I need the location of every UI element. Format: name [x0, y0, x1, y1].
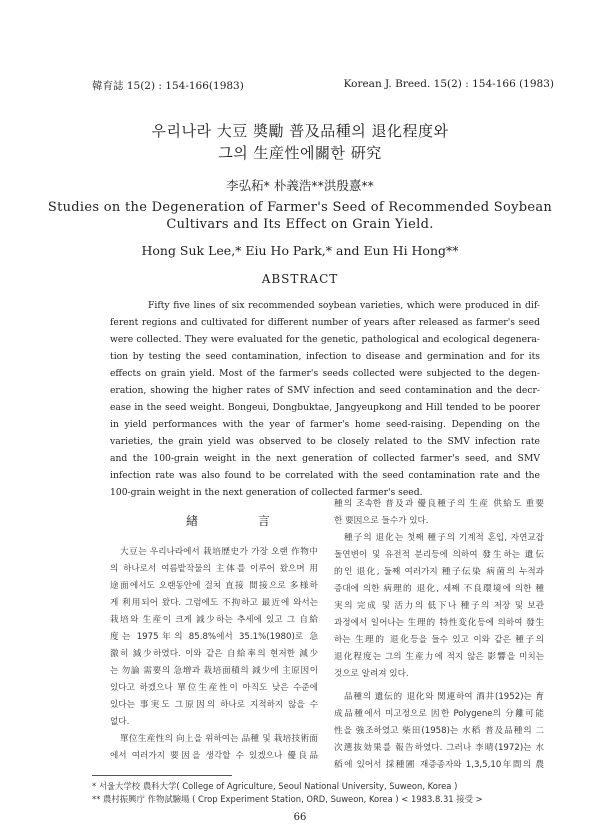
- abstract-line: Fifty five lines of six recommended soybean varieties, which were produced in dif-: [148, 300, 540, 311]
- left-column-line: 는 勿論 需要의 急増과 栽培面積의 減少에 主原因이: [110, 666, 318, 676]
- right-column-line: 退化程度는 그의 生産力에 적지 않은 影響을 미치는: [334, 652, 544, 662]
- left-column-line: 度는 1975年의 85.8%에서 35.1%(1980)로 急: [110, 632, 318, 642]
- abstract-line: and the 100-grain weight in the next generation of collected farmer's seed, and SMV: [110, 453, 540, 464]
- right-column-line: 実의 完成 및 活力의 低下나 種子의 저장 및 보관: [334, 601, 544, 611]
- authors-korean: 李弘䄷* 朴義浩**洪殷憙**: [226, 178, 374, 193]
- abstract-line: ferent regions and cultivated for different number of years after released as farmer's seed: [110, 317, 540, 328]
- footnote-affiliation-1: * 서울大学校 農科大学( College of Agriculture, Seoul National University, Suweon, Korea ): [92, 781, 458, 791]
- left-column-line: 途面에서도 오랜동안에 걸쳐 直接 間接으로 多様하: [110, 581, 318, 591]
- footnote-rule: [92, 775, 232, 776]
- left-column-line: 있다고 하겠으나 單位生産性이 아직도 낮은 수준에: [110, 683, 318, 693]
- abstract-line: tion by testing the seed contamination, infection to disease and germination and for its: [110, 351, 540, 362]
- title-korean-line-1: 우리나라 大豆 奬勵 普及品種의 退化程度와: [151, 122, 449, 140]
- abstract-line: 100-grain weight in the next generation of collected farmer's seed.: [110, 487, 423, 498]
- right-column-line: 과정에서 일어나는 生理的 特性変化등에 의하여 發生: [334, 618, 544, 628]
- right-column-line: 증대에 의한 病理的 退化, 세째 不良環境에 의한 種: [334, 584, 544, 594]
- left-column-line: 게 利用되어 왔다. 그럼에도 不拘하고 最近에 와서는: [110, 598, 318, 608]
- abstract-line: in yield performances with the year of farmer's home seed-raising. Depending on the: [110, 419, 540, 430]
- left-column-line: 栽培와 生産이 크게 減少하는 추세에 있고 그 自給: [110, 615, 318, 625]
- abstract-line: eration, showing the higher rates of SMV infection and seed contamination and the decr-: [110, 385, 540, 396]
- abstract-heading: ABSTRACT: [261, 272, 339, 286]
- title-english-line-2: Cultivars and Its Effect on Grain Yield.: [166, 217, 434, 232]
- right-column-line: 性을 強조하였고 柴田(1958)는 水稻 普及品種의 二: [334, 726, 544, 736]
- left-column-line: 에서 여러가지 要因을 생각할 수 있겠으나 優良品: [110, 751, 318, 761]
- right-column-line: 稻에 있어서 採種圃 재증종자와 1,3,5,10年間의 農: [334, 760, 544, 770]
- abstract-line: varieties, the grain yield was observed to be closely related to the SMV infection rate: [110, 436, 540, 447]
- right-column-line: 種子의 退化는 첫째 種子의 기계적 혼입, 자연교잡: [344, 533, 544, 543]
- right-column-line: 것으로 알려져 있다.: [334, 669, 409, 679]
- right-column-line: 次選抜効果를 報告하였다. 그러나 李晴(1972)는 水: [334, 743, 544, 753]
- right-column-line: 品種의 遺伝的 退化와 関連하여 酒井(1952)는 育: [344, 692, 544, 702]
- journal-header-english: Korean J. Breed. 15(2) : 154-166 (1983): [343, 78, 554, 90]
- abstract-line: were collected. They were evaluated for the genetic, pathological and ecological degenera-: [110, 334, 540, 345]
- left-column-line: 있다는 事実도 그原因의 하나로 지적하지 않을 수: [110, 700, 318, 710]
- abstract-line: effects on grain yield. Most of the farmer's seeds collected were subjected to the degen-: [110, 368, 540, 379]
- journal-header-korean: 韓育誌 15(2) : 154-166(1983): [92, 80, 244, 92]
- left-column-line: 單位生産性의 向上을 위하여는 品種 및 栽培技術面: [120, 734, 318, 744]
- right-column-line: 種의 조속한 普及과 優良種子의 生産 供給도 重要: [334, 499, 544, 509]
- right-column-line: 的인 退化, 둘째 여러가지 種子伝染 病菌의 누적과: [334, 567, 544, 577]
- footnote-affiliation-2: ** 農村振興庁 作物試驗場 ( Crop Experiment Station, ORD, Suweon, Korea ) < 1983.8.31 接受 >: [92, 794, 483, 804]
- abstract-line: infection rate was also found to be correlated with the seed contamination rate and the: [110, 470, 540, 481]
- authors-english: Hong Suk Lee,* Eiu Ho Park,* and Eun Hi Hong**: [141, 243, 459, 258]
- page-number: 66: [293, 812, 307, 823]
- right-column-line: 成品種에서 미고정으로 因한 Polygene의 分離可能: [334, 709, 544, 719]
- title-english-line-1: Studies on the Degeneration of Farmer's Seed of Recommended Soybean: [47, 200, 553, 215]
- title-korean-line-2: 그의 生産性에關한 硏究: [218, 144, 382, 162]
- left-column-line: 激히 減少하였다. 이와 같은 自給率의 현저한 減少: [110, 649, 318, 659]
- right-column-line: 한 要因으로 들수가 있다.: [334, 516, 429, 526]
- abstract-line: ease in the seed weight. Bongeui, Dongbuktae, Jangyeupkong and Hill tended to be poorer: [110, 402, 540, 413]
- left-column-line: 없다.: [110, 717, 130, 727]
- left-column-line: 의 하나로서 여름밭작물의 主体를 이루어 왔으며 用: [110, 564, 318, 574]
- right-column-line: 하는 生理的 退化등을 들수 있고 이와 같은 種子의: [334, 635, 544, 645]
- right-column-line: 돌연변이 및 유전적 분리등에 의하여 發生하는 遺伝: [334, 550, 544, 560]
- left-column-line: 大豆는 우리나라에서 栽培歷史가 가장 오랜 作物中: [120, 547, 318, 557]
- section-heading-introduction: 緖 言: [186, 514, 298, 528]
